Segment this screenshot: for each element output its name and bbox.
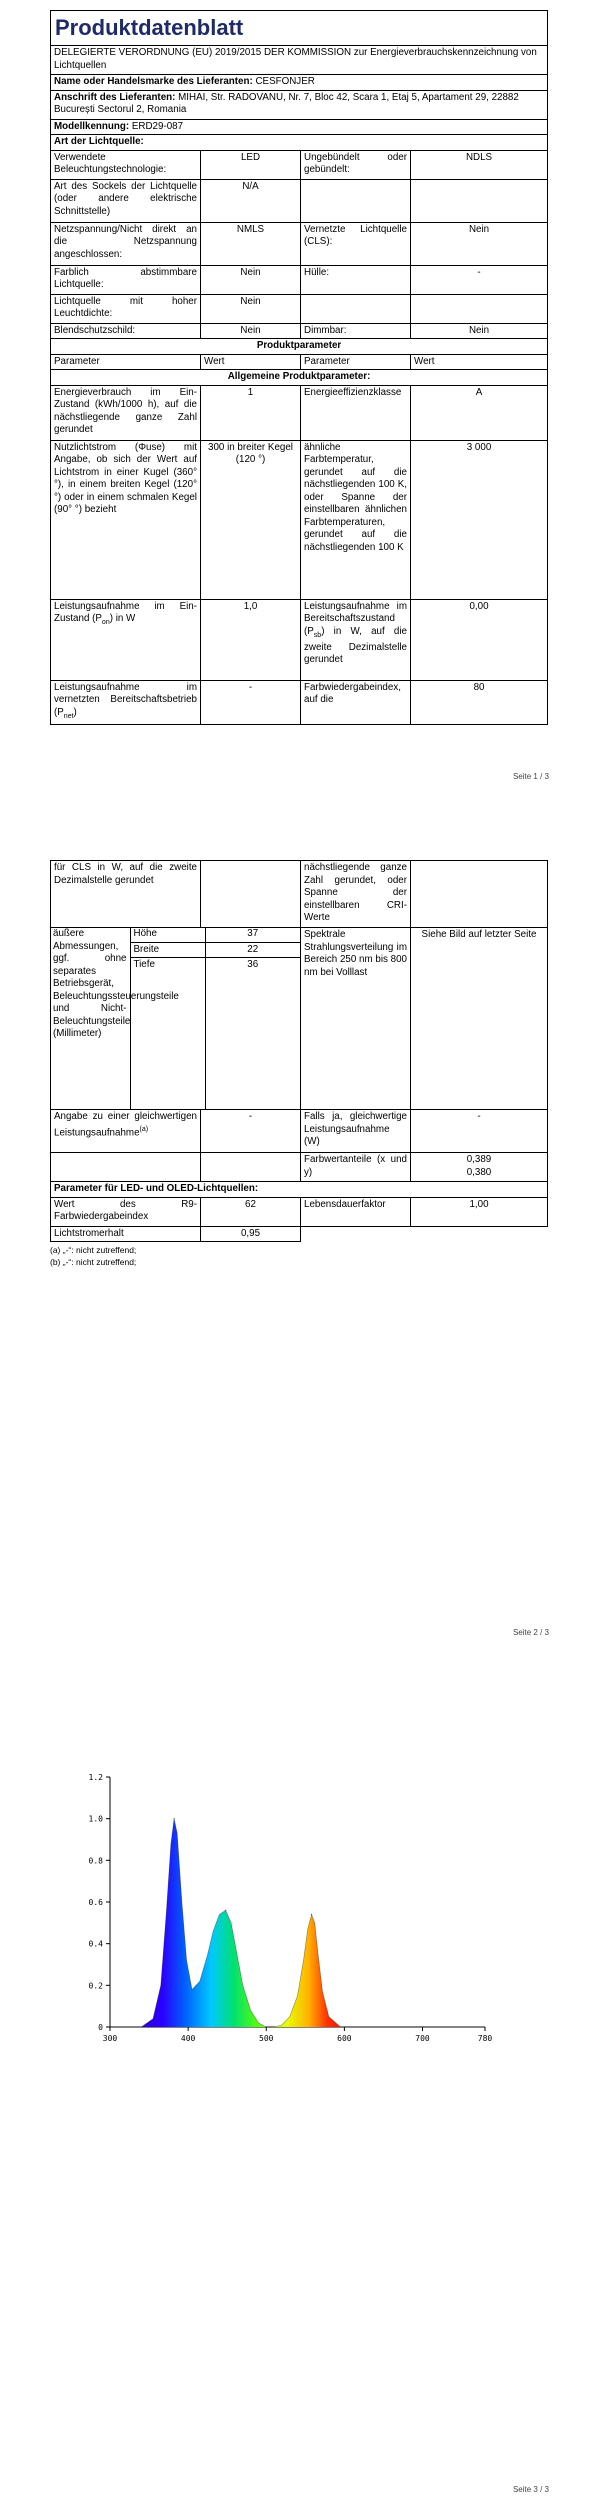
supplier-address-row — [51, 90, 548, 119]
x-tick-label-0: 300 — [102, 2034, 118, 2043]
lumen-label: Lichtstromerhalt — [51, 1226, 201, 1242]
equiv-label: Angabe zu einer gleichwertigen Leistungsaufnahme$^{(a)}$ — [51, 1110, 201, 1153]
page-number-3: Seite 3 / 3 — [512, 2485, 549, 2494]
connected-value: Nein — [411, 222, 548, 265]
supplier-name-row — [51, 75, 548, 91]
tech-label: Verwendete Beleuchtungstechnologie: — [51, 150, 201, 179]
spectrum-chart — [70, 1767, 500, 2072]
general-heading: Allgemeine Produktparameter: — [51, 370, 548, 386]
model-value: ERD29-087 — [131, 120, 184, 132]
col-param-1: Parameter — [51, 354, 201, 370]
socket-value: N/A — [201, 179, 301, 222]
x-tick-label-3: 600 — [337, 2034, 352, 2043]
datasheet-table-continued — [50, 860, 548, 1242]
doc-title: Produktdatenblatt — [51, 11, 548, 46]
y-tick-label-6: 1.2 — [88, 1773, 103, 1782]
chroma-label: Farbwertanteile (x und y) — [301, 1153, 411, 1182]
depth-label: Tiefe — [130, 958, 205, 1111]
pnet-label: Leistungsaufnahme im vernetzten Bereitschaftsbetrieb $(P_{net})$ — [51, 680, 201, 724]
pnet-continued: für CLS in W, auf die zweite Dezimalstelle gerundet — [51, 861, 201, 928]
x-tick-label-5: 780 — [477, 2034, 493, 2043]
envelope-label: Hülle: — [301, 265, 411, 294]
spectrum-peak-2 — [225, 1910, 227, 1912]
flux-value: 300 in breiter Kegel (120 °) — [201, 440, 301, 599]
mains-label: Netzspannung/Nicht direkt an die Netzspannung angeschlossen: — [51, 222, 201, 265]
footnote-a: (a) „-“: nicht zutreffend; — [50, 1245, 137, 1255]
page-3 — [0, 1715, 591, 2510]
pon-label: Leistungsaufnahme im Ein-Zustand $(P_{on})$ in W — [51, 599, 201, 680]
chroma-values — [411, 1153, 548, 1182]
y-tick-label-1: 0.2 — [88, 1981, 103, 1991]
equiv-w-label: Falls ja, gleichwertige Leistungsaufnahme (W) — [301, 1110, 411, 1153]
x-tick-label-1: 400 — [180, 2034, 196, 2043]
tech-value: LED — [201, 150, 301, 179]
page-number-1: Seite 1 / 3 — [512, 772, 549, 781]
supplier-address-label: Anschrift des Lieferanten: — [54, 91, 176, 103]
params-heading: Produktparameter — [51, 339, 548, 355]
lumen-value: 0,95 — [201, 1226, 301, 1242]
unbundled-value: NDLS — [411, 150, 548, 179]
dims-label: äußere Abmessungen, ggf. ohne separates Betriebsgerät, Beleuchtungssteuerungsteile und Nicht-Beleuchtungsteile (Millimeter) — [50, 927, 130, 1110]
dimmable-label: Dimmbar: — [301, 323, 411, 339]
spd-label: Spektrale Strahlungsverteilung im Bereich 250 nm bis 800 nm bei Volllast — [301, 928, 411, 1110]
eclass-label: Energieeffizienzklasse — [301, 385, 411, 440]
energy-label: Energieverbrauch im Ein-Zustand (kWh/1000 h), auf die nächstliegende ganze Zahl gerundet — [51, 385, 201, 440]
eclass-value: A — [411, 385, 548, 440]
spd-value: Siehe Bild auf letzter Seite — [411, 928, 548, 1110]
x-tick-label-4: 700 — [415, 2034, 430, 2043]
datasheet-table-part-2 — [50, 860, 547, 1268]
led-heading: Parameter für LED- und OLED-Lichtquellen: — [51, 1182, 548, 1198]
chroma-y: 0,380 — [466, 1166, 492, 1178]
height-value: 37 — [205, 927, 300, 942]
energy-value: 1 — [201, 385, 301, 440]
cri-continued: nächstliegende ganze Zahl gerundet, oder Spanne der einstellbaren CRI-Werte — [301, 861, 411, 928]
y-tick-label-0: 0 — [98, 2023, 103, 2032]
cri-value: 80 — [411, 680, 548, 724]
tunable-value: Nein — [201, 265, 301, 294]
r9-value: 62 — [201, 1197, 301, 1226]
page-1 — [0, 0, 591, 795]
regulation-text: DELEGIERTE VERORDNUNG (EU) 2019/2015 DER KOMMISSION zur Energieverbrauchskennzeichnung von Lichtquellen — [51, 46, 548, 75]
spectrum-peak-1 — [173, 1818, 175, 1820]
y-tick-label-2: 0.4 — [88, 1939, 103, 1949]
supplier-name-label: Name oder Handelsmarke des Lieferanten: — [54, 76, 253, 87]
col-value-2: Wert — [411, 354, 548, 370]
unbundled-label: Ungebündelt oder gebündelt: — [301, 150, 411, 179]
antiglare-label: Blendschutzschild: — [51, 323, 201, 339]
col-value-1: Wert — [201, 354, 301, 370]
flux-label: Nutzlichtstrom (Φuse) mit Angabe, ob sich der Wert auf Lichtstrom in einer Kugel (360° °), in einem breiten Kegel (120° °) oder in einem schmalen Kegel (90° °) bezieht — [51, 440, 201, 599]
col-param-2: Parameter — [301, 354, 411, 370]
width-label: Breite — [130, 942, 205, 958]
antiglare-value: Nein — [201, 323, 301, 339]
page-2 — [0, 860, 591, 1660]
highlum-label: Lichtquelle mit hoher Leuchtdichte: — [51, 294, 201, 323]
model-row — [51, 119, 548, 135]
footnotes — [50, 1244, 547, 1268]
psb-label: Leistungsaufnahme im Bereitschaftszustand $(P_{sb})$ in W, auf die zweite Dezimalstelle gerundet — [301, 599, 411, 680]
pnet-value: - — [201, 680, 301, 724]
chroma-x: 0,389 — [466, 1154, 492, 1165]
equiv-value: - — [201, 1110, 301, 1153]
y-tick-label-5: 1.0 — [88, 1814, 103, 1824]
height-label: Höhe — [130, 927, 205, 942]
spectrum-svg — [70, 1767, 500, 2067]
supplier-name-value: CESFONJER — [255, 76, 315, 87]
model-label: Modellkennung: — [54, 120, 130, 132]
x-tick-label-2: 500 — [259, 2034, 274, 2043]
datasheet-table — [50, 10, 548, 725]
datasheet-table-part-1 — [50, 10, 547, 725]
tunable-label: Farblich abstimmbare Lichtquelle: — [51, 265, 201, 294]
chart-marks — [110, 1818, 485, 2027]
pon-value: 1,0 — [201, 599, 301, 680]
cri-label: Farbwiedergabeindex, auf die — [301, 680, 411, 724]
depth-value: 36 — [205, 958, 300, 1111]
envelope-value: - — [411, 265, 548, 294]
highlum-value: Nein — [201, 294, 301, 323]
psb-value: 0,00 — [411, 599, 548, 680]
y-tick-label-4: 0.8 — [88, 1856, 103, 1866]
page-number-2: Seite 2 / 3 — [512, 1628, 549, 1637]
dimensions-table — [50, 927, 300, 1110]
connected-label: Vernetzte Lichtquelle (CLS): — [301, 222, 411, 265]
dimensions-cell — [51, 928, 301, 1110]
chart-axes — [89, 1773, 493, 2043]
footnote-b: (b) „-“: nicht zutreffend; — [50, 1257, 137, 1267]
cct-value: 3 000 — [411, 440, 548, 599]
width-value: 22 — [205, 942, 300, 958]
r9-label: Wert des R9-Farbwiedergabeindex — [51, 1197, 201, 1226]
type-heading: Art der Lichtquelle: — [51, 135, 548, 151]
survival-label: Lebensdauerfaktor — [301, 1197, 411, 1226]
dimmable-value: Nein — [411, 323, 548, 339]
mains-value: NMLS — [201, 222, 301, 265]
spectrum-peak-3 — [311, 1914, 313, 1916]
y-tick-label-3: 0.6 — [88, 1898, 103, 1907]
equiv-w-value: - — [411, 1110, 548, 1153]
socket-label: Art des Sockels der Lichtquelle (oder andere elektrische Schnittstelle) — [51, 179, 201, 222]
cct-label: ähnliche Farbtemperatur, gerundet auf die nächstliegenden 100 K, oder Spanne der einstellbaren ähnlichen Farbtemperaturen, gerundet auf die nächstliegenden 100 K — [301, 440, 411, 599]
supplier-address-value: MIHAI, Str. RADOVANU, Nr. 7, Bloc 42, Scara 1, Etaj 5, Apartament 29, 22882 București Sectorul 2, Romania — [54, 91, 519, 115]
survival-value: 1,00 — [411, 1197, 548, 1226]
